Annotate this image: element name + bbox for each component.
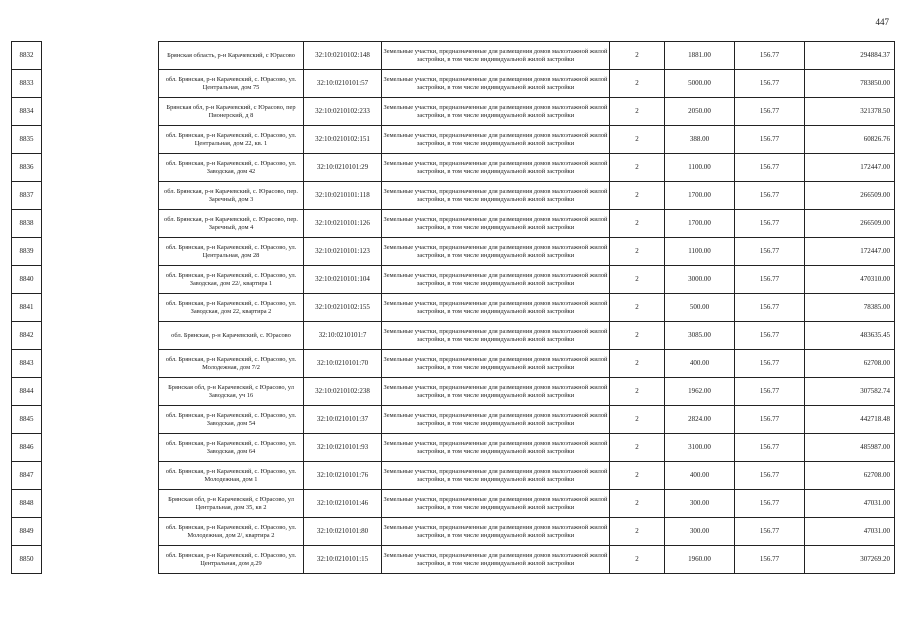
table-row: [12, 210, 895, 238]
area-cell: 1960.00: [665, 546, 735, 574]
cadastral-value-cell: 62708.00: [805, 462, 895, 490]
address-cell: Брянская область, р-н Карачевский, с Юрасово: [159, 42, 304, 70]
cadastral-value-cell: 60826.76: [805, 126, 895, 154]
unit-price-cell: 156.77: [735, 378, 805, 406]
address-cell: обл. Брянская, р-н Карачевский, с. Юрасово: [159, 322, 304, 350]
table-row: [12, 406, 895, 434]
category-code-cell: 2: [610, 378, 665, 406]
category-code-cell: 2: [610, 518, 665, 546]
land-plots-table-wrapper: [11, 41, 895, 574]
spacer-cell: [42, 126, 159, 154]
row-number-cell: 8839: [12, 238, 42, 266]
row-number-cell: 8844: [12, 378, 42, 406]
land-use-cell: Земельные участки, предназначенные для размещения домов малоэтажной жилой застройки, в том числе индивидуальной жилой застройки: [382, 462, 610, 490]
cadastral-number-cell: 32:10:0210102:233: [304, 98, 382, 126]
land-use-cell: Земельные участки, предназначенные для размещения домов малоэтажной жилой застройки, в том числе индивидуальной жилой застройки: [382, 42, 610, 70]
spacer-cell: [42, 490, 159, 518]
table-row: [12, 546, 895, 574]
spacer-cell: [42, 546, 159, 574]
cadastral-number-cell: 32:10:0210102:151: [304, 126, 382, 154]
category-code-cell: 2: [610, 238, 665, 266]
area-cell: 1100.00: [665, 154, 735, 182]
area-cell: 400.00: [665, 350, 735, 378]
row-number-cell: 8841: [12, 294, 42, 322]
address-cell: Брянская обл, р-н Карачевский, с Юрасово, пер Пионерский, д 8: [159, 98, 304, 126]
category-code-cell: 2: [610, 294, 665, 322]
cadastral-value-cell: 442718.48: [805, 406, 895, 434]
category-code-cell: 2: [610, 154, 665, 182]
row-number-cell: 8849: [12, 518, 42, 546]
unit-price-cell: 156.77: [735, 546, 805, 574]
table-row: [12, 378, 895, 406]
address-cell: Брянская обл, р-н Карачевский, с Юрасово, ул Центральная, дом 35, кв 2: [159, 490, 304, 518]
cadastral-number-cell: 32:10:0210101:80: [304, 518, 382, 546]
land-use-cell: Земельные участки, предназначенные для размещения домов малоэтажной жилой застройки, в том числе индивидуальной жилой застройки: [382, 294, 610, 322]
area-cell: 5000.00: [665, 70, 735, 98]
cadastral-value-cell: 307269.20: [805, 546, 895, 574]
cadastral-value-cell: 485987.00: [805, 434, 895, 462]
row-number-cell: 8835: [12, 126, 42, 154]
unit-price-cell: 156.77: [735, 182, 805, 210]
table-row: [12, 294, 895, 322]
category-code-cell: 2: [610, 322, 665, 350]
cadastral-value-cell: 483635.45: [805, 322, 895, 350]
spacer-cell: [42, 322, 159, 350]
category-code-cell: 2: [610, 266, 665, 294]
row-number-cell: 8832: [12, 42, 42, 70]
unit-price-cell: 156.77: [735, 518, 805, 546]
address-cell: обл. Брянская, р-н Карачевский, с. Юрасово, пер. Заречный, дом 4: [159, 210, 304, 238]
address-cell: обл. Брянская, р-н Карачевский, с. Юрасово, ул. Заводская, дом 42: [159, 154, 304, 182]
row-number-cell: 8842: [12, 322, 42, 350]
table-row: [12, 462, 895, 490]
cadastral-number-cell: 32:10:0210101:46: [304, 490, 382, 518]
cadastral-value-cell: 783850.00: [805, 70, 895, 98]
table-row: [12, 98, 895, 126]
land-use-cell: Земельные участки, предназначенные для размещения домов малоэтажной жилой застройки, в том числе индивидуальной жилой застройки: [382, 182, 610, 210]
land-use-cell: Земельные участки, предназначенные для размещения домов малоэтажной жилой застройки, в том числе индивидуальной жилой застройки: [382, 98, 610, 126]
land-use-cell: Земельные участки, предназначенные для размещения домов малоэтажной жилой застройки, в том числе индивидуальной жилой застройки: [382, 518, 610, 546]
cadastral-number-cell: 32:10:0210101:7: [304, 322, 382, 350]
unit-price-cell: 156.77: [735, 406, 805, 434]
address-cell: обл. Брянская, р-н Карачевский, с. Юрасово, ул. Молодежная, дом 1: [159, 462, 304, 490]
cadastral-value-cell: 266509.00: [805, 182, 895, 210]
page-number: 447: [875, 17, 889, 27]
row-number-cell: 8847: [12, 462, 42, 490]
area-cell: 400.00: [665, 462, 735, 490]
cadastral-value-cell: 307582.74: [805, 378, 895, 406]
cadastral-number-cell: 32:10:0210101:76: [304, 462, 382, 490]
table-row: [12, 182, 895, 210]
category-code-cell: 2: [610, 490, 665, 518]
table-row: [12, 490, 895, 518]
area-cell: 1700.00: [665, 182, 735, 210]
cadastral-number-cell: 32:10:0210101:70: [304, 350, 382, 378]
unit-price-cell: 156.77: [735, 322, 805, 350]
unit-price-cell: 156.77: [735, 490, 805, 518]
table-row: [12, 42, 895, 70]
unit-price-cell: 156.77: [735, 350, 805, 378]
area-cell: 1100.00: [665, 238, 735, 266]
unit-price-cell: 156.77: [735, 42, 805, 70]
unit-price-cell: 156.77: [735, 294, 805, 322]
cadastral-number-cell: 32:10:0210101:118: [304, 182, 382, 210]
cadastral-number-cell: 32:10:0210101:29: [304, 154, 382, 182]
land-use-cell: Земельные участки, предназначенные для размещения домов малоэтажной жилой застройки, в том числе индивидуальной жилой застройки: [382, 434, 610, 462]
row-number-cell: 8850: [12, 546, 42, 574]
category-code-cell: 2: [610, 98, 665, 126]
spacer-cell: [42, 98, 159, 126]
address-cell: обл. Брянская, р-н Карачевский, с. Юрасово, ул. Заводская, дом 54: [159, 406, 304, 434]
area-cell: 3100.00: [665, 434, 735, 462]
address-cell: Брянская обл, р-н Карачевский, с Юрасово, ул Заводская, уч 16: [159, 378, 304, 406]
area-cell: 1700.00: [665, 210, 735, 238]
area-cell: 1962.00: [665, 378, 735, 406]
address-cell: обл. Брянская, р-н Карачевский, с. Юрасово, пер. Заречный, дом 3: [159, 182, 304, 210]
row-number-cell: 8846: [12, 434, 42, 462]
area-cell: 500.00: [665, 294, 735, 322]
cadastral-number-cell: 32:10:0210101:93: [304, 434, 382, 462]
address-cell: обл. Брянская, р-н Карачевский, с. Юрасово, ул. Молодежная, дом 2/, квартира 2: [159, 518, 304, 546]
spacer-cell: [42, 378, 159, 406]
address-cell: обл. Брянская, р-н Карачевский, с. Юрасово, ул. Молодежная, дом 7/2: [159, 350, 304, 378]
unit-price-cell: 156.77: [735, 98, 805, 126]
address-cell: обл. Брянская, р-н Карачевский, с. Юрасово, ул. Заводская, дом 64: [159, 434, 304, 462]
unit-price-cell: 156.77: [735, 434, 805, 462]
land-use-cell: Земельные участки, предназначенные для размещения домов малоэтажной жилой застройки, в том числе индивидуальной жилой застройки: [382, 546, 610, 574]
land-use-cell: Земельные участки, предназначенные для размещения домов малоэтажной жилой застройки, в том числе индивидуальной жилой застройки: [382, 378, 610, 406]
spacer-cell: [42, 266, 159, 294]
cadastral-value-cell: 47031.00: [805, 490, 895, 518]
cadastral-value-cell: 172447.00: [805, 238, 895, 266]
cadastral-value-cell: 294884.37: [805, 42, 895, 70]
unit-price-cell: 156.77: [735, 266, 805, 294]
cadastral-number-cell: 32:10:0210101:104: [304, 266, 382, 294]
unit-price-cell: 156.77: [735, 70, 805, 98]
category-code-cell: 2: [610, 70, 665, 98]
address-cell: обл. Брянская, р-н Карачевский, с. Юрасово, ул. Центральная, дом 28: [159, 238, 304, 266]
area-cell: 2824.00: [665, 406, 735, 434]
address-cell: обл. Брянская, р-н Карачевский, с. Юрасово, ул. Заводская, дом 22, квартира 2: [159, 294, 304, 322]
address-cell: обл. Брянская, р-н Карачевский, с. Юрасово, ул. Центральная, дом д.29: [159, 546, 304, 574]
area-cell: 300.00: [665, 490, 735, 518]
cadastral-number-cell: 32:10:0210101:37: [304, 406, 382, 434]
table-row: [12, 238, 895, 266]
area-cell: 388.00: [665, 126, 735, 154]
table-row: [12, 434, 895, 462]
land-use-cell: Земельные участки, предназначенные для размещения домов малоэтажной жилой застройки, в том числе индивидуальной жилой застройки: [382, 154, 610, 182]
unit-price-cell: 156.77: [735, 462, 805, 490]
cadastral-value-cell: 78385.00: [805, 294, 895, 322]
category-code-cell: 2: [610, 462, 665, 490]
land-use-cell: Земельные участки, предназначенные для размещения домов малоэтажной жилой застройки, в том числе индивидуальной жилой застройки: [382, 322, 610, 350]
cadastral-value-cell: 172447.00: [805, 154, 895, 182]
spacer-cell: [42, 406, 159, 434]
spacer-cell: [42, 70, 159, 98]
table-row: [12, 266, 895, 294]
table-row: [12, 518, 895, 546]
cadastral-value-cell: 321378.50: [805, 98, 895, 126]
row-number-cell: 8848: [12, 490, 42, 518]
spacer-cell: [42, 294, 159, 322]
unit-price-cell: 156.77: [735, 210, 805, 238]
cadastral-value-cell: 470310.00: [805, 266, 895, 294]
table-row: [12, 154, 895, 182]
unit-price-cell: 156.77: [735, 154, 805, 182]
cadastral-number-cell: 32:10:0210102:155: [304, 294, 382, 322]
table-row: [12, 70, 895, 98]
spacer-cell: [42, 350, 159, 378]
land-use-cell: Земельные участки, предназначенные для размещения домов малоэтажной жилой застройки, в том числе индивидуальной жилой застройки: [382, 350, 610, 378]
land-use-cell: Земельные участки, предназначенные для размещения домов малоэтажной жилой застройки, в том числе индивидуальной жилой застройки: [382, 126, 610, 154]
cadastral-number-cell: 32:10:0210101:15: [304, 546, 382, 574]
land-plots-table: [11, 41, 895, 574]
area-cell: 1881.00: [665, 42, 735, 70]
area-cell: 300.00: [665, 518, 735, 546]
cadastral-number-cell: 32:10:0210102:238: [304, 378, 382, 406]
cadastral-value-cell: 62708.00: [805, 350, 895, 378]
row-number-cell: 8834: [12, 98, 42, 126]
land-use-cell: Земельные участки, предназначенные для размещения домов малоэтажной жилой застройки, в том числе индивидуальной жилой застройки: [382, 266, 610, 294]
land-use-cell: Земельные участки, предназначенные для размещения домов малоэтажной жилой застройки, в том числе индивидуальной жилой застройки: [382, 490, 610, 518]
category-code-cell: 2: [610, 210, 665, 238]
category-code-cell: 2: [610, 350, 665, 378]
category-code-cell: 2: [610, 546, 665, 574]
land-use-cell: Земельные участки, предназначенные для размещения домов малоэтажной жилой застройки, в том числе индивидуальной жилой застройки: [382, 210, 610, 238]
cadastral-value-cell: 47031.00: [805, 518, 895, 546]
row-number-cell: 8837: [12, 182, 42, 210]
spacer-cell: [42, 238, 159, 266]
category-code-cell: 2: [610, 182, 665, 210]
category-code-cell: 2: [610, 406, 665, 434]
cadastral-number-cell: 32:10:0210101:126: [304, 210, 382, 238]
spacer-cell: [42, 42, 159, 70]
address-cell: обл. Брянская, р-н Карачевский, с. Юрасово, ул. Центральная, дом 22, кв. 1: [159, 126, 304, 154]
unit-price-cell: 156.77: [735, 126, 805, 154]
area-cell: 2050.00: [665, 98, 735, 126]
table-body: [12, 42, 895, 574]
row-number-cell: 8840: [12, 266, 42, 294]
cadastral-number-cell: 32:10:0210101:57: [304, 70, 382, 98]
area-cell: 3000.00: [665, 266, 735, 294]
row-number-cell: 8843: [12, 350, 42, 378]
spacer-cell: [42, 434, 159, 462]
area-cell: 3085.00: [665, 322, 735, 350]
category-code-cell: 2: [610, 126, 665, 154]
spacer-cell: [42, 462, 159, 490]
table-row: [12, 126, 895, 154]
spacer-cell: [42, 182, 159, 210]
address-cell: обл. Брянская, р-н Карачевский, с. Юрасово, ул. Заводская, дом 22/, квартира 1: [159, 266, 304, 294]
row-number-cell: 8838: [12, 210, 42, 238]
row-number-cell: 8836: [12, 154, 42, 182]
cadastral-number-cell: 32:10:0210101:123: [304, 238, 382, 266]
unit-price-cell: 156.77: [735, 238, 805, 266]
cadastral-number-cell: 32:10:0210102:148: [304, 42, 382, 70]
spacer-cell: [42, 518, 159, 546]
spacer-cell: [42, 210, 159, 238]
row-number-cell: 8833: [12, 70, 42, 98]
cadastral-value-cell: 266509.00: [805, 210, 895, 238]
table-row: [12, 350, 895, 378]
land-use-cell: Земельные участки, предназначенные для размещения домов малоэтажной жилой застройки, в том числе индивидуальной жилой застройки: [382, 238, 610, 266]
category-code-cell: 2: [610, 434, 665, 462]
land-use-cell: Земельные участки, предназначенные для размещения домов малоэтажной жилой застройки, в том числе индивидуальной жилой застройки: [382, 406, 610, 434]
spacer-cell: [42, 154, 159, 182]
row-number-cell: 8845: [12, 406, 42, 434]
category-code-cell: 2: [610, 42, 665, 70]
land-use-cell: Земельные участки, предназначенные для размещения домов малоэтажной жилой застройки, в том числе индивидуальной жилой застройки: [382, 70, 610, 98]
table-row: [12, 322, 895, 350]
address-cell: обл. Брянская, р-н Карачевский, с. Юрасово, ул. Центральная, дом 75: [159, 70, 304, 98]
